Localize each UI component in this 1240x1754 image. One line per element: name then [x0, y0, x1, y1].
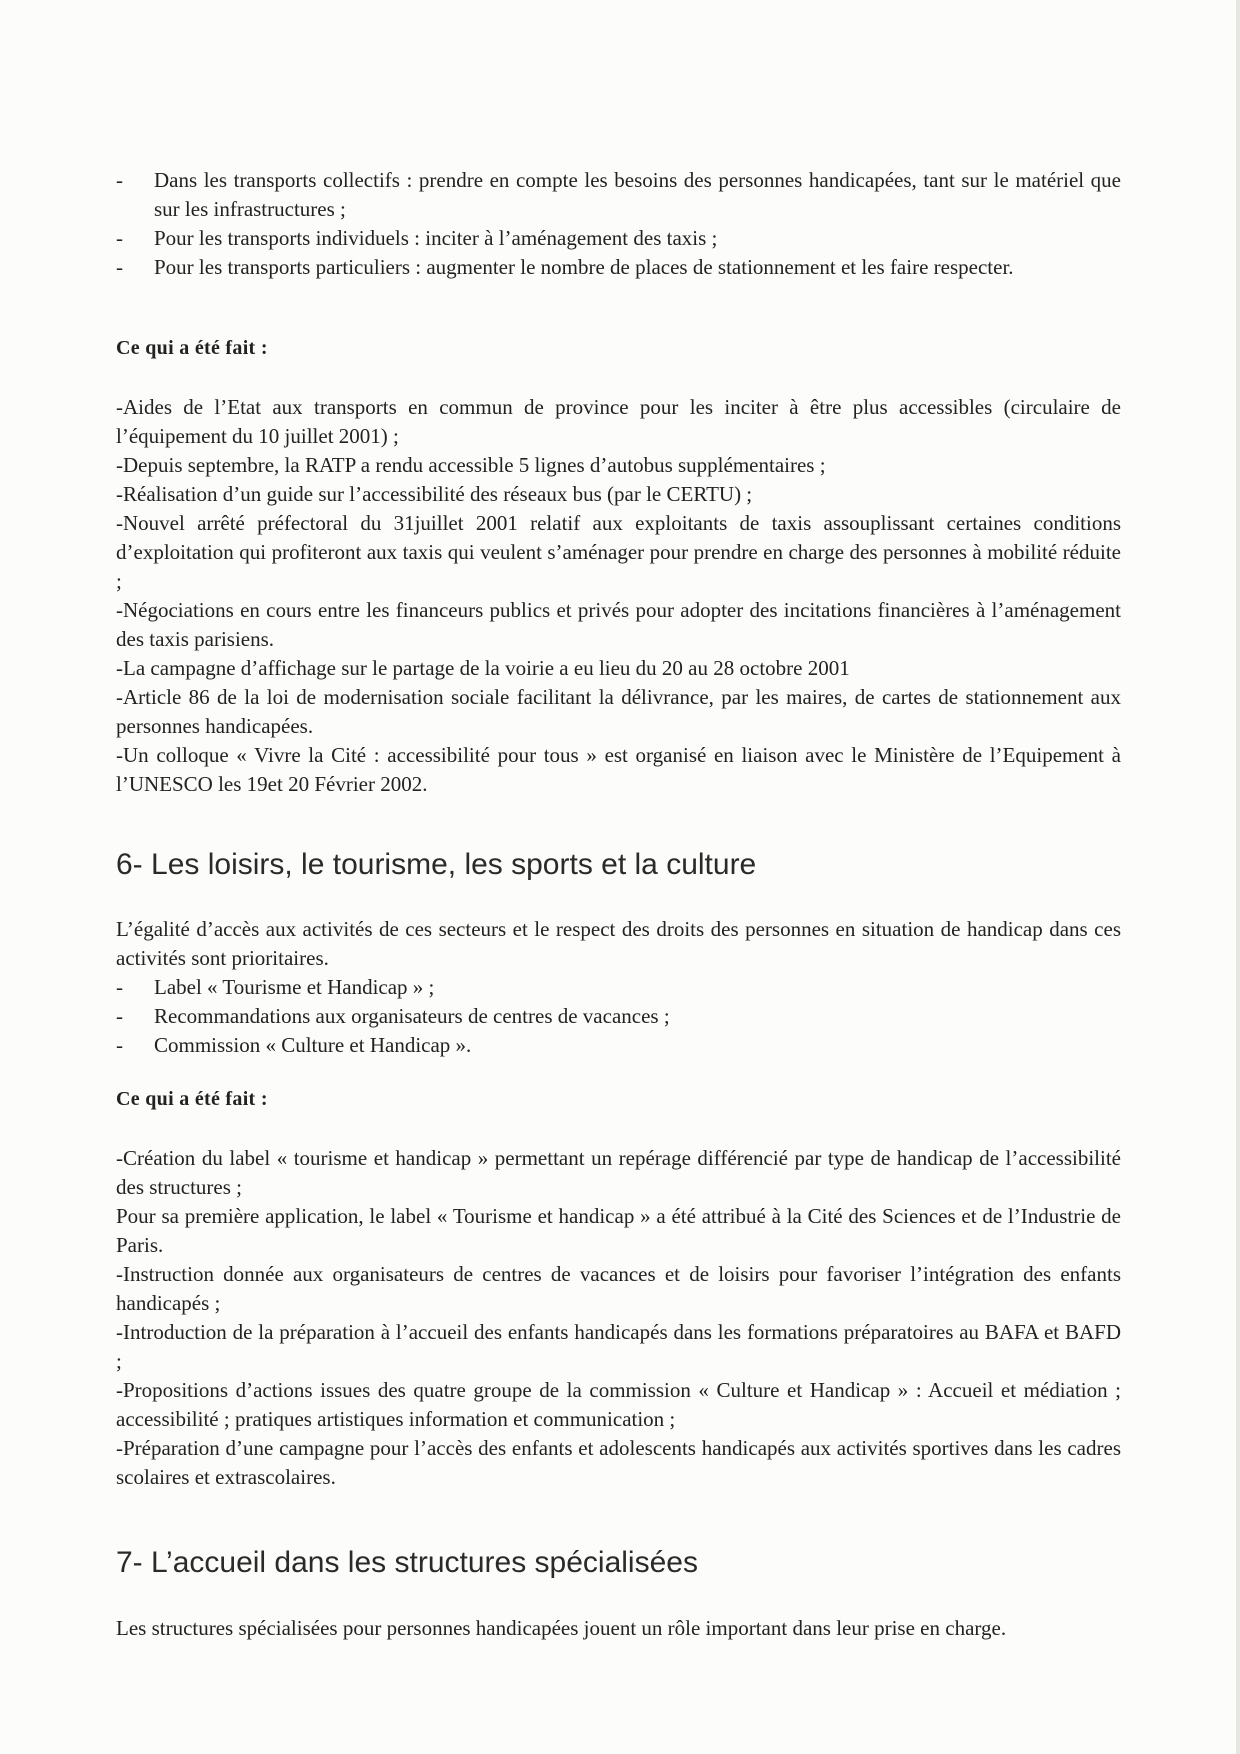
bullet-text: Label « Tourisme et Handicap » ;	[154, 975, 435, 999]
section-title: 6- Les loisirs, le tourisme, les sports et la culture	[116, 848, 757, 881]
bullet-text: Pour les transports individuels : inciter à l’aménagement des taxis ;	[154, 226, 718, 250]
list-item: -La campagne d’affichage sur le partage de la voirie a eu lieu du 20 au 28 octobre 2001	[116, 656, 850, 680]
bullet-dash: -	[116, 168, 123, 192]
list-item: -Introduction de la préparation à l’accueil des enfants handicapés dans les formations préparatoires au BAFA et BAFD ;	[116, 1320, 1121, 1373]
list-item: -Création du label « tourisme et handicap » permettant un repérage différencié par type de handicap de l’accessibilité des structures ;	[116, 1146, 1121, 1199]
list-item: -Propositions d’actions issues des quatre groupe de la commission « Culture et Handicap » : Accueil et médiation ; accessibilité ; pratiques artistiques information et communication ;	[116, 1378, 1121, 1431]
leisure-bullet-list	[116, 973, 1121, 1060]
list-item	[116, 224, 1121, 253]
list-item: -Réalisation d’un guide sur l’accessibilité des réseaux bus (par le CERTU) ;	[116, 482, 753, 506]
list-item: -Depuis septembre, la RATP a rendu accessible 5 lignes d’autobus supplémentaires ;	[116, 453, 826, 477]
bullet-dash: -	[116, 1033, 123, 1057]
bullet-dash: -	[116, 975, 123, 999]
list-item	[116, 1031, 1121, 1060]
bullet-text: Commission « Culture et Handicap ».	[154, 1033, 472, 1057]
bullet-text: Dans les transports collectifs : prendre en compte les besoins des personnes handicapées, tant sur le matériel que sur les infrastructures ;	[154, 168, 1121, 221]
done-heading: Ce qui a été fait :	[116, 1088, 268, 1110]
list-item	[116, 973, 1121, 1002]
bullet-text: Pour les transports particuliers : augmenter le nombre de places de stationnement et les faire respecter.	[154, 255, 1014, 279]
bullet-dash: -	[116, 226, 123, 250]
transport-bullet-list	[116, 166, 1121, 282]
done-heading: Ce qui a été fait :	[116, 337, 268, 359]
list-item: -Préparation d’une campagne pour l’accès des enfants et adolescents handicapés aux activités sportives dans les cadres scolaires et extrascolaires.	[116, 1436, 1121, 1489]
done-list	[116, 1144, 1121, 1492]
list-item	[116, 166, 1121, 224]
list-item: -Article 86 de la loi de modernisation sociale facilitant la délivrance, par les maires, de cartes de stationnement aux personnes handicapées.	[116, 685, 1121, 738]
bullet-dash: -	[116, 1004, 123, 1028]
page-edge	[1236, 0, 1240, 1754]
bullet-dash: -	[116, 255, 123, 279]
section-title: 7- L’accueil dans les structures spécialisées	[116, 1546, 698, 1579]
list-item	[116, 253, 1121, 282]
list-item: -Un colloque « Vivre la Cité : accessibilité pour tous » est organisé en liaison avec le Ministère de l’Equipement à l’UNESCO les 19et 20 Février 2002.	[116, 743, 1121, 796]
bullet-text: Recommandations aux organisateurs de centres de vacances ;	[154, 1004, 670, 1028]
done-list	[116, 393, 1121, 799]
list-item: Pour sa première application, le label « Tourisme et handicap » a été attribué à la Cité des Sciences et de l’Industrie de Paris.	[116, 1204, 1121, 1257]
list-item	[116, 1002, 1121, 1031]
section-intro: L’égalité d’accès aux activités de ces secteurs et le respect des droits des personnes en situation de handicap dans ces activités sont prioritaires.	[116, 917, 1121, 970]
list-item: -Instruction donnée aux organisateurs de centres de vacances et de loisirs pour favoriser l’intégration des enfants handicapés ;	[116, 1262, 1121, 1315]
section-intro: Les structures spécialisées pour personnes handicapées jouent un rôle important dans leur prise en charge.	[116, 1616, 1007, 1640]
list-item: -Nouvel arrêté préfectoral du 31juillet 2001 relatif aux exploitants de taxis assouplissant certaines conditions d’exploitation qui profiteront aux taxis qui veulent s’aménager pour prendre en charge des personnes à mobilité réduite ;	[116, 511, 1121, 593]
list-item: -Aides de l’Etat aux transports en commun de province pour les inciter à être plus accessibles (circulaire de l’équipement du 10 juillet 2001) ;	[116, 395, 1121, 448]
list-item: -Négociations en cours entre les financeurs publics et privés pour adopter des incitations financières à l’aménagement des taxis parisiens.	[116, 598, 1121, 651]
